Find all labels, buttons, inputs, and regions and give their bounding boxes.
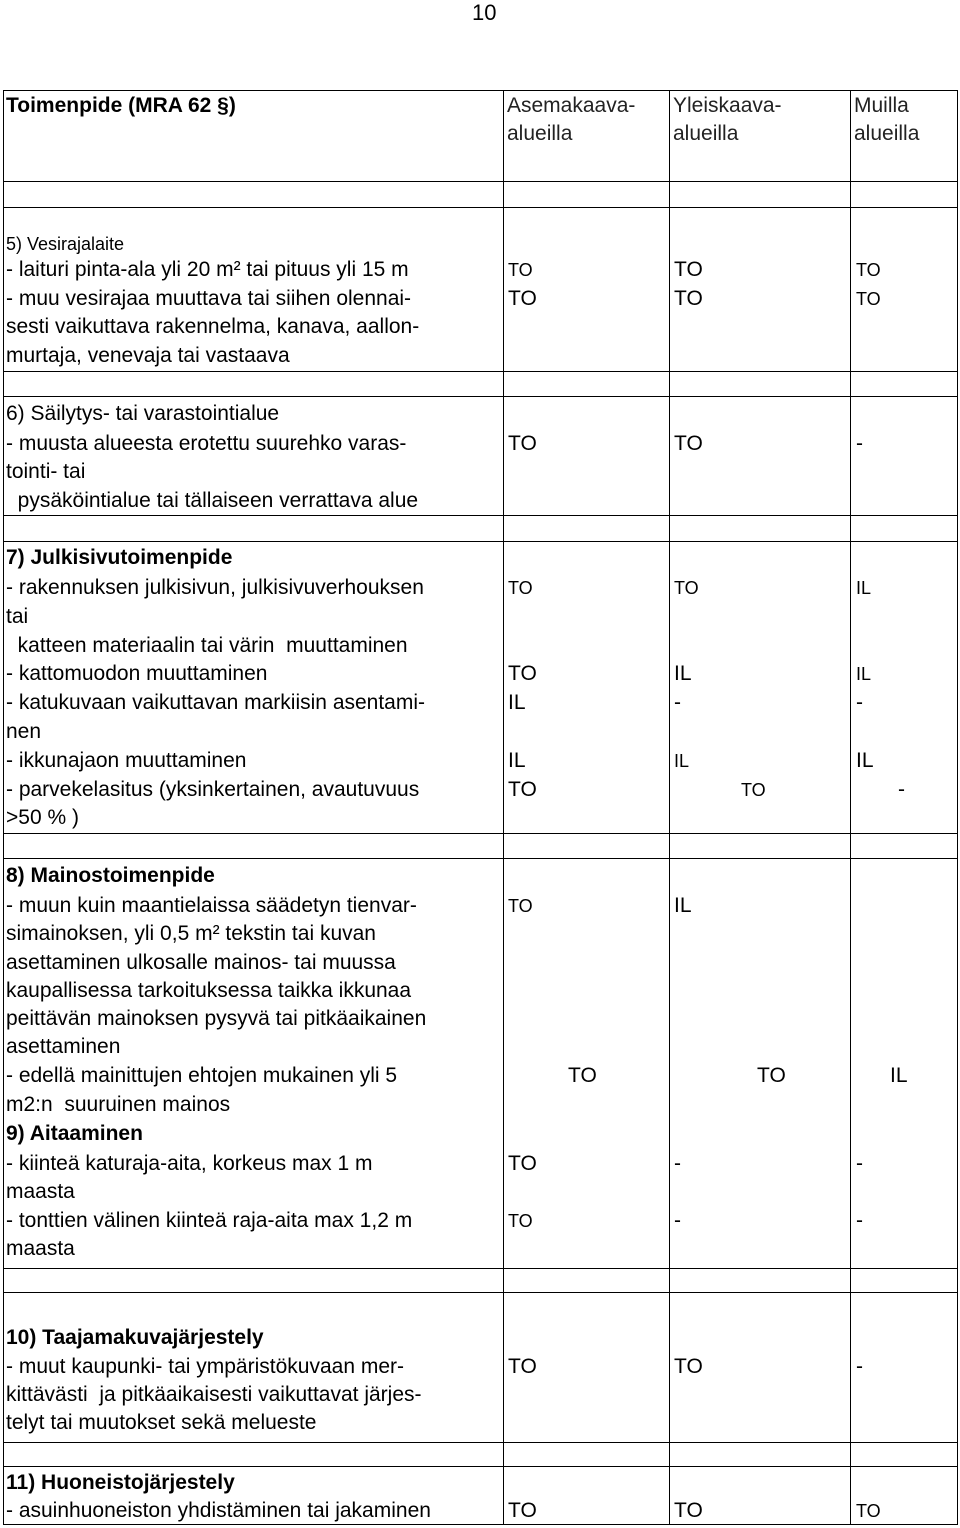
s11-r1-muilla: TO — [856, 1501, 881, 1521]
s6-r1-yleiskaava: TO — [674, 432, 703, 455]
s8-r2-line: m2:n suuruinen mainos — [6, 1093, 231, 1116]
s9-r2-line: maasta — [6, 1237, 75, 1260]
s6-r1-line: - muusta alueesta erotettu suurehko varas- — [6, 432, 407, 455]
s10-r1-yleiskaava: TO — [674, 1355, 703, 1378]
row-divider — [3, 541, 958, 542]
s7-r5-yleiskaava: TO — [741, 780, 766, 800]
header-other-areas-1: Muilla — [854, 94, 909, 117]
row-divider — [3, 371, 958, 372]
row-divider — [3, 833, 958, 834]
s8-r1-line: - muun kuin maantielaissa säädetyn tienvar- — [6, 894, 417, 917]
row-divider — [3, 1292, 958, 1293]
s6-r1-muilla: - — [856, 432, 863, 455]
section-7-heading: 7) Julkisivutoimenpide — [6, 546, 233, 569]
s8-r2-muilla: IL — [890, 1064, 908, 1087]
page-number: 10 — [472, 0, 497, 25]
s9-r1-line: maasta — [6, 1180, 75, 1203]
s7-r3-line: nen — [6, 720, 42, 743]
header-detailed-plan-1: Asemakaava- — [507, 94, 636, 117]
s11-r1-line: - asuinhuoneiston yhdistäminen tai jakaminen — [6, 1499, 431, 1522]
s11-r1-yleiskaava: TO — [674, 1499, 703, 1522]
s7-r4-yleiskaava: IL — [674, 751, 690, 771]
column-divider — [669, 90, 670, 1525]
s10-r1-asemakaava: TO — [508, 1355, 537, 1378]
s9-r1-muilla: - — [856, 1152, 863, 1175]
s7-r4-muilla: IL — [856, 749, 874, 772]
s9-r1-line: - kiinteä katuraja-aita, korkeus max 1 m — [6, 1152, 373, 1175]
s11-r1-asemakaava: TO — [508, 1499, 537, 1522]
section-8-heading: 8) Mainostoimenpide — [6, 864, 215, 887]
s7-r5-line: - parvekelasitus (yksinkertainen, avautuvuus — [6, 778, 420, 801]
s7-r1-asemakaava: TO — [508, 578, 533, 598]
s10-r1-line: kittävästi ja pitkäaikaisesti vaikuttavat järjes- — [6, 1383, 422, 1406]
s7-r2-line: - kattomuodon muuttaminen — [6, 662, 268, 685]
s7-r2-muilla: IL — [856, 664, 872, 684]
s10-r1-line: - muut kaupunki- tai ympäristökuvaan mer- — [6, 1355, 404, 1378]
table-border — [3, 90, 958, 91]
column-divider — [850, 90, 851, 1525]
s8-r2-yleiskaava: TO — [757, 1064, 786, 1087]
header-detailed-plan-2: alueilla — [507, 122, 573, 145]
row-divider — [3, 1268, 958, 1269]
s9-r1-asemakaava: TO — [508, 1152, 537, 1175]
table-border — [3, 90, 4, 1525]
s10-r1-line: telyt tai muutokset sekä melueste — [6, 1411, 317, 1434]
section-5-heading: 5) Vesirajalaite — [6, 234, 125, 254]
s6-r1-line: pysäköintialue tai tällaiseen verrattava alue — [6, 489, 419, 512]
row-divider — [3, 1442, 958, 1443]
s5-r2-yleiskaava: TO — [674, 287, 703, 310]
table-border — [957, 90, 958, 1525]
s9-r2-asemakaava: TO — [508, 1211, 533, 1231]
s8-r1-line: simainoksen, yli 0,5 m² tekstin tai kuvan — [6, 922, 376, 945]
row-divider — [3, 1466, 958, 1467]
header-other-areas-2: alueilla — [854, 122, 920, 145]
s8-r2-asemakaava: TO — [568, 1064, 597, 1087]
section-9-heading: 9) Aitaaminen — [6, 1122, 143, 1145]
row-divider — [3, 181, 958, 182]
s8-r1-line: asettaminen — [6, 1035, 121, 1058]
s9-r2-yleiskaava: - — [674, 1209, 681, 1232]
s5-r2-line: murtaja, venevaja tai vastaava — [6, 344, 290, 367]
section-6-heading: 6) Säilytys- tai varastointialue — [6, 402, 280, 425]
s8-r1-line: asettaminen ulkosalle mainos- tai muussa — [6, 951, 396, 974]
s5-r2-line: sesti vaikuttava rakennelma, kanava, aallon- — [6, 315, 420, 338]
s5-r1-asemakaava: TO — [508, 260, 533, 280]
s5-r2-asemakaava: TO — [508, 287, 537, 310]
s8-r1-line: kaupallisessa tarkoituksessa taikka ikkunaa — [6, 979, 412, 1002]
s9-r1-yleiskaava: - — [674, 1152, 681, 1175]
s7-r3-asemakaava: IL — [508, 691, 526, 714]
s7-r1-line: - rakennuksen julkisivun, julkisivuverhouksen — [6, 576, 424, 599]
s8-r1-asemakaava: TO — [508, 896, 533, 916]
row-divider — [3, 858, 958, 859]
s5-r1-yleiskaava: TO — [674, 258, 703, 281]
s7-r1-line: tai — [6, 605, 29, 628]
header-procedure: Toimenpide (MRA 62 §) — [6, 94, 236, 117]
s7-r5-asemakaava: TO — [508, 778, 537, 801]
s9-r2-muilla: - — [856, 1209, 863, 1232]
s7-r5-muilla: - — [898, 778, 905, 801]
s7-r3-yleiskaava: - — [674, 691, 681, 714]
s7-r1-line: katteen materiaalin tai värin muuttaminen — [6, 634, 408, 657]
s8-r2-line: - edellä mainittujen ehtojen mukainen yli 5 — [6, 1064, 398, 1087]
s7-r2-asemakaava: TO — [508, 662, 537, 685]
s7-r3-muilla: - — [856, 691, 863, 714]
s7-r5-line: >50 % ) — [6, 806, 79, 829]
s5-r1-muilla: TO — [856, 260, 881, 280]
section-10-heading: 10) Taajamakuvajärjestely — [6, 1326, 264, 1349]
s9-r2-line: - tonttien välinen kiinteä raja-aita max 1,2 m — [6, 1209, 413, 1232]
s5-r1-line: - laituri pinta-ala yli 20 m² tai pituus yli 15 m — [6, 258, 409, 281]
header-master-plan-1: Yleiskaava- — [673, 94, 782, 117]
s5-r2-muilla: TO — [856, 289, 881, 309]
s7-r2-yleiskaava: IL — [674, 662, 692, 685]
s8-r1-yleiskaava: IL — [674, 894, 692, 917]
s6-r1-line: tointi- tai — [6, 460, 86, 483]
section-11-heading: 11) Huoneistojärjestely — [6, 1471, 235, 1494]
s6-r1-asemakaava: TO — [508, 432, 537, 455]
header-master-plan-2: alueilla — [673, 122, 739, 145]
s7-r4-line: - ikkunajaon muuttaminen — [6, 749, 247, 772]
s5-r2-line: - muu vesirajaa muuttava tai siihen olennai- — [6, 287, 412, 310]
s7-r1-yleiskaava: TO — [674, 578, 699, 598]
s7-r3-line: - katukuvaan vaikuttavan markiisin asentami- — [6, 691, 426, 714]
s7-r1-muilla: IL — [856, 578, 872, 598]
row-divider — [3, 207, 958, 208]
s7-r4-asemakaava: IL — [508, 749, 526, 772]
s8-r1-line: peittävän mainoksen pysyvä tai pitkäaikainen — [6, 1007, 427, 1030]
s10-r1-muilla: - — [856, 1355, 863, 1378]
column-divider — [503, 90, 504, 1525]
row-divider — [3, 396, 958, 397]
